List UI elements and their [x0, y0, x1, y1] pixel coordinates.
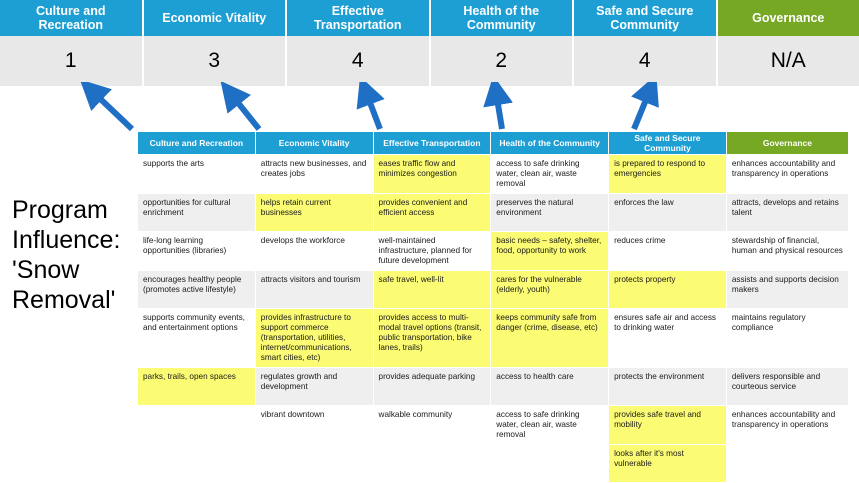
matrix-cell: walkable community: [373, 406, 491, 445]
matrix-cell: regulates growth and development: [255, 368, 373, 406]
table-row: [138, 232, 849, 271]
matrix-cell: encourages healthy people (promotes active lifestyle): [138, 271, 256, 309]
matrix-cell: vibrant downtown: [255, 406, 373, 445]
scorecard-header-culture-and-recreation: [0, 0, 144, 36]
matrix-cell: supports the arts: [138, 155, 256, 194]
scorecard-header-governance: [718, 0, 859, 36]
matrix-cell: provides safe travel and mobility: [609, 406, 727, 445]
matrix-cell: provides convenient and efficient access: [373, 194, 491, 232]
scorecard-header-economic-vitality: [144, 0, 288, 36]
arrow-icon-culture-and-recreation: [92, 91, 132, 129]
matrix-header-effective-transportation: Effective Transportation: [373, 132, 491, 155]
scorecard-summary-band: [0, 0, 859, 86]
scorecard-header-label: Economic Vitality: [162, 11, 266, 25]
table-row: [138, 406, 849, 445]
matrix-header-economic-vitality: Economic Vitality: [255, 132, 373, 155]
matrix-cell: access to safe drinking water, clean air, waste removal: [491, 406, 609, 445]
arrow-icon-economic-vitality: [231, 94, 259, 129]
matrix-cell: eases traffic flow and minimizes congestion: [373, 155, 491, 194]
arrow-group: [0, 82, 859, 134]
matrix-cell: maintains regulatory compliance: [726, 309, 848, 368]
program-influence-caption: Program Influence: 'Snow Removal': [12, 195, 134, 315]
matrix-cell: assists and supports decision makers: [726, 271, 848, 309]
matrix-cell: life-long learning opportunities (libraries): [138, 232, 256, 271]
matrix-cell: is prepared to respond to emergencies: [609, 155, 727, 194]
matrix-cell: attracts new businesses, and creates jobs: [255, 155, 373, 194]
matrix-header-culture-and-recreation: Culture and Recreation: [138, 132, 256, 155]
scorecard-value-health-of-the-community: 2: [431, 36, 575, 86]
matrix-cell: opportunities for cultural enrichment: [138, 194, 256, 232]
table-row: [138, 271, 849, 309]
scorecard-header-health-of-the-community: [431, 0, 575, 36]
matrix-header-governance: Governance: [726, 132, 848, 155]
scorecard-header-label: Governance: [752, 11, 824, 25]
scorecard-value-row: [0, 36, 859, 86]
scorecard-header-row: [0, 0, 859, 36]
matrix-cell: reduces crime: [609, 232, 727, 271]
scorecard-header-label: Culture and Recreation: [4, 4, 138, 32]
scorecard-header-safe-and-secure-community: [574, 0, 718, 36]
arrow-icon-health-of-the-community: [496, 92, 502, 129]
table-row: [138, 194, 849, 232]
matrix-cell: provides access to multi-modal travel options (transit, public transportation, bike lanes, trails): [373, 309, 491, 368]
matrix-cell: stewardship of financial, human and physical resources: [726, 232, 848, 271]
matrix-header-safe-and-secure-community: Safe and Secure Community: [609, 132, 727, 155]
matrix-cell: enhances accountability and transparency in operations: [726, 406, 848, 445]
matrix-header-health-of-the-community: Health of the Community: [491, 132, 609, 155]
matrix-cell: attracts visitors and tourism: [255, 271, 373, 309]
matrix-cell: provides adequate parking: [373, 368, 491, 406]
matrix-cell: well-maintained infrastructure, planned for future development: [373, 232, 491, 271]
scorecard-value-culture-and-recreation: 1: [0, 36, 144, 86]
table-row: [138, 309, 849, 368]
matrix-cell: access to health care: [491, 368, 609, 406]
matrix-cell: protects the environment: [609, 368, 727, 406]
matrix-cell: enforces the law: [609, 194, 727, 232]
matrix-cell: parks, trails, open spaces: [138, 368, 256, 406]
scorecard-header-label: Safe and Secure Community: [578, 4, 712, 32]
matrix-cell: develops the workforce: [255, 232, 373, 271]
matrix-cell: attracts, develops and retains talent: [726, 194, 848, 232]
scorecard-header-effective-transportation: [287, 0, 431, 36]
arrow-icon-effective-transportation: [366, 92, 380, 129]
matrix-cell: preserves the natural environment: [491, 194, 609, 232]
matrix-cell: provides infrastructure to support commerce (transportation, utilities, internet/communications, smart cities, etc): [255, 309, 373, 368]
table-row: [138, 155, 849, 194]
matrix-cell: ensures safe air and access to drinking water: [609, 309, 727, 368]
matrix-cell: cares for the vulnerable (elderly, youth): [491, 271, 609, 309]
arrow-icon-safe-and-secure-community: [634, 90, 650, 129]
matrix-cell: access to safe drinking water, clean air, waste removal: [491, 155, 609, 194]
matrix-cell: keeps community safe from danger (crime, disease, etc): [491, 309, 609, 368]
matrix-cell-empty: [255, 445, 373, 483]
arrows-layer: [0, 82, 859, 134]
matrix-cell: supports community events, and entertainment options: [138, 309, 256, 368]
matrix-cell-empty: [491, 445, 609, 483]
matrix-cell-empty: [726, 445, 848, 483]
scorecard-header-label: Health of the Community: [435, 4, 569, 32]
scorecard-value-effective-transportation: 4: [287, 36, 431, 86]
matrix-cell: safe travel, well-lit: [373, 271, 491, 309]
scorecard-header-label: Effective Transportation: [291, 4, 425, 32]
matrix-cell: basic needs – safety, shelter, food, opportunity to work: [491, 232, 609, 271]
scorecard-value-safe-and-secure-community: 4: [574, 36, 718, 86]
matrix-cell: delivers responsible and courteous service: [726, 368, 848, 406]
matrix-cell: protects property: [609, 271, 727, 309]
matrix-cell: looks after it's most vulnerable: [609, 445, 727, 483]
scorecard-value-economic-vitality: 3: [144, 36, 288, 86]
matrix-cell-empty: [138, 406, 256, 445]
matrix-cell-empty: [373, 445, 491, 483]
table-row: [138, 368, 849, 406]
matrix-cell-empty: [138, 445, 256, 483]
scorecard-value-governance: N/A: [718, 36, 859, 86]
table-row: [138, 445, 849, 483]
matrix-cell: enhances accountability and transparency in operations: [726, 155, 848, 194]
matrix-cell: helps retain current businesses: [255, 194, 373, 232]
matrix-header-row: [138, 132, 849, 155]
results-matrix-table: [137, 131, 849, 483]
